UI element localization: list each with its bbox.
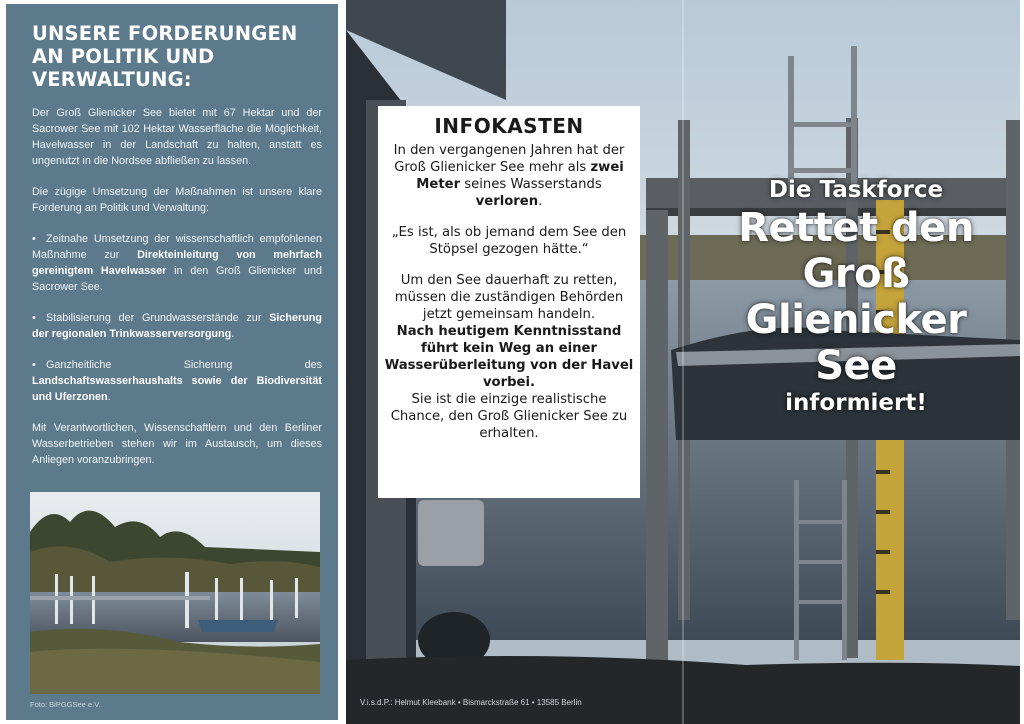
bullet-icon: • — [32, 312, 36, 324]
bullet-icon: • — [32, 359, 36, 371]
info-box-title: INFOKASTEN — [434, 114, 584, 138]
photo-credit: Foto: BiPGGSee e.V. — [30, 700, 101, 709]
demands-title: UNSERE FORDERUNGEN AN POLITIK UND VERWALTUNG: — [32, 22, 298, 91]
demands-closing: Mit Verantwortlichen, Wissenschaftlern und den Berliner Wasserbetrieben stehen wir im Austausch, um dieses Anliegen voranzubringen. — [32, 422, 322, 466]
headline-main: Rettet den Groß Glienicker See — [738, 205, 974, 389]
demand-bullet-1: • Zeitnahe Umsetzung der wissenschaftlich empfohlenen Maßnahme zur Direkteinleitung von mehrfach gereinigtem Havelwasser in den Groß Glienicker und Sacrower See. — [32, 233, 322, 293]
lake-shore-photo — [30, 492, 320, 694]
headline — [700, 175, 1012, 417]
headline-foot: informiert! — [785, 390, 927, 416]
info-paragraph-4: Nach heutigem Kenntnisstand führt kein Weg an einer Wasserüberleitung von der Havel vorbei. Sie ist die einzige realistische Chance, den Groß Glienicker See zu erhalten. — [384, 324, 634, 441]
info-box — [378, 106, 640, 498]
info-paragraph-3: Um den See dauerhaft zu retten, müssen die zuständigen Behörden jetzt gemeinsam handeln. — [394, 273, 624, 322]
demands-intro: Der Groß Glienicker See bietet mit 67 Hektar und der Sacrower See mit 102 Hektar Wasserfläche die Möglichkeit, Havelwasser in der Landschaft zu halten, anstatt es ungenutzt in die Nordsee abfließen zu lassen. — [32, 107, 322, 167]
fold-line — [682, 0, 684, 724]
bullet-icon: • — [32, 233, 36, 245]
demand-bullet-3: • Ganzheitliche Sicherung des Landschaftswasserhaushalts sowie der Biodiversität und Uferzonen. — [32, 359, 322, 403]
imprint: V.i.s.d.P.: Helmut Kleebank • Bismarckstraße 61 • 13585 Berlin — [360, 698, 582, 707]
demand-bullet-2: • Stabilisierung der Grundwasserstände zur Sicherung der regionalen Trinkwasserversorgung. — [32, 312, 322, 340]
demands-panel — [6, 4, 338, 720]
info-quote: „Es ist, als ob jemand dem See den Stöpsel gezogen hätte.“ — [391, 225, 627, 257]
headline-kicker: Die Taskforce — [768, 177, 944, 203]
demands-body — [32, 105, 322, 483]
info-paragraph-1: In den vergangenen Jahren hat der Groß Glienicker See mehr als zwei Meter seines Wasserstands verloren. — [393, 143, 625, 209]
demands-lead: Die zügige Umsetzung der Maßnahmen ist unsere klare Forderung an Politik und Verwaltung: — [32, 186, 322, 214]
